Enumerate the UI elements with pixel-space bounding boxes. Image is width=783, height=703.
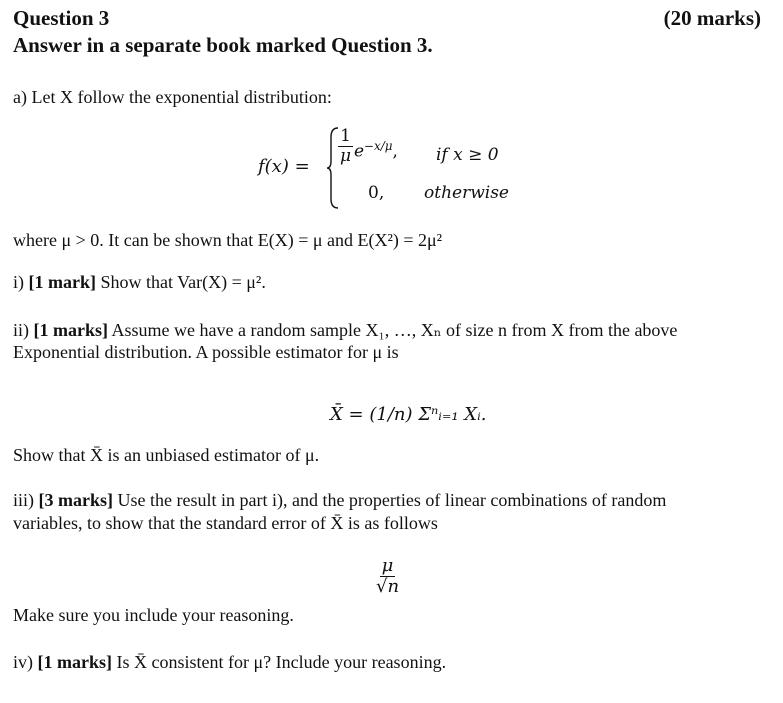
answer-instruction: Answer in a separate book marked Question 3.: [13, 33, 433, 57]
part-ii-line2: Exponential distribution. A possible estimator for μ is: [13, 342, 399, 362]
part-ii-line1: ii) [1 marks] Assume we have a random sample X₁, …, Xₙ of size n from X from the above: [13, 320, 678, 340]
case1-fraction: $\frac{1}{\mu}$: [340, 126, 352, 166]
part-iv: iv) [1 marks] Is X̄ consistent for μ? Include your reasoning.: [13, 652, 447, 672]
pdf-formula: [258, 125, 558, 215]
case2-value: 0,: [368, 183, 385, 203]
part-iii-line1: iii) [3 marks] Use the result in part i), and the properties of linear combinations of random: [13, 490, 667, 510]
case1-exponential: $e^{-x/\mu}$,: [354, 139, 398, 162]
standard-error-formula: $\frac{\mu}{√n}$: [376, 555, 400, 597]
case1-condition: if x ≥ 0: [436, 145, 499, 165]
part-iii-line2: variables, to show that the standard error of X̄ is as follows: [13, 513, 438, 533]
where-clause: where μ > 0. It can be shown that E(X) = μ and E(X²) = 2μ²: [13, 230, 443, 250]
part-ii-show: Show that X̄ is an unbiased estimator of μ.: [13, 445, 320, 465]
part-iii-reasoning: Make sure you include your reasoning.: [13, 605, 294, 625]
estimator-formula: X̄ = (1/n) Σⁿᵢ₌₁ Xᵢ.: [330, 404, 487, 425]
marks-total: (20 marks): [663, 6, 761, 30]
pdf-lhs: f(x) =: [258, 156, 310, 177]
case2-condition: otherwise: [424, 183, 509, 203]
part-a-intro: a) Let X follow the exponential distribution:: [13, 87, 332, 107]
question-title: Question 3: [13, 6, 110, 30]
part-i: i) [1 mark] Show that Var(X) = μ².: [13, 272, 266, 292]
